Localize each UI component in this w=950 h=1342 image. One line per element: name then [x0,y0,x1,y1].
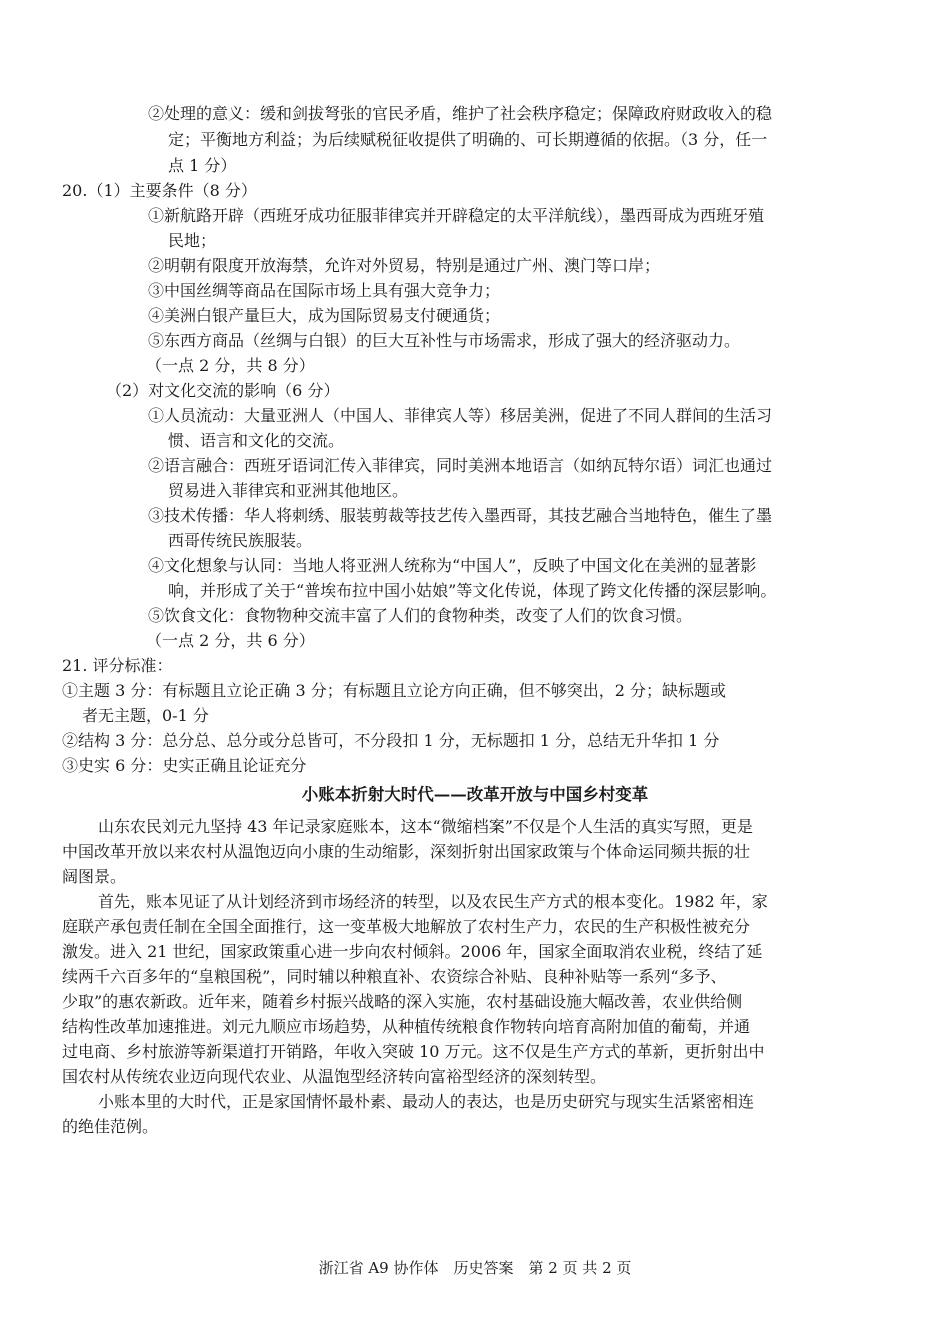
q20-culture2-line2: 贸易进入菲律宾和亚洲其他地区。 [168,481,409,500]
q21-rule1-line1: ①主题 3 分：有标题且立论正确 3 分；有标题且立论方向正确，但不够突出，2 分；缺标题或 [62,681,726,700]
essay-p1-line2: 中国改革开放以来农村从温饱迈向小康的生动缩影，深刻折射出国家政策与个体命运同频共振的壮 [62,842,751,861]
q20-culture4-line2: 响，并形成了关于“普埃布拉中国小姑娘”等文化传说，体现了跨文化传播的深层影响。 [168,581,777,600]
q20-cond1-line2: 民地； [168,231,217,250]
q20-culture1-line1: ①人员流动：大量亚洲人（中国人、菲律宾人等）移居美洲，促进了不同人群间的生活习 [148,406,773,425]
q20-cond3: ③中国丝绸等商品在国际市场上具有强大竞争力； [148,281,501,300]
essay-p3-line2: 的绝佳范例。 [62,1117,159,1136]
essay-p2-line8: 国农村从传统农业迈向现代农业、从温饱型经济转向富裕型经济的深刻转型。 [62,1067,607,1086]
q19-point2-line3: 点 1 分） [168,156,237,175]
essay-p1-line1: 山东农民刘元九坚持 43 年记录家庭账本，这本“微缩档案”不仅是个人生活的真实写照，更是 [98,817,753,836]
q20-cond1-line1: ①新航路开辟（西班牙成功征服菲律宾并开辟稳定的太平洋航线），墨西哥成为西班牙殖 [148,206,765,225]
q20-cond4: ④美洲白银产量巨大，成为国际贸易支付硬通货； [148,306,501,325]
q21-rule1-line2: 者无主题，0-1 分 [82,706,209,725]
q19-point2-line2: 定；平衡地方利益；为后续赋税征收提供了明确的、可长期遵循的依据。（3 分，任一 [168,130,768,149]
q20-culture1-line2: 惯、语言和文化的交流。 [168,431,345,450]
q20-culture4-line1: ④文化想象与认同：当地人将亚洲人统称为“中国人”，反映了中国文化在美洲的显著影 [148,556,757,575]
essay-title: 小账本折射大时代——改革开放与中国乡村变革 [301,785,649,804]
essay-p2-line2: 庭联产承包责任制在全国全面推行，这一变革极大地解放了农村生产力，农民的生产积极性被充分 [62,917,751,936]
q20-label: 20.（1）主要条件（8 分） [62,181,257,200]
q21-rule2: ②结构 3 分：总分总、总分或分总皆可，不分段扣 1 分，无标题扣 1 分，总结无升华扣 1 分 [62,731,720,750]
q19-point2-line1: ②处理的意义：缓和剑拔弩张的官民矛盾，维护了社会秩序稳定；保障政府财政收入的稳 [148,104,773,123]
q21-label: 21. 评分标准： [62,656,173,675]
q20-culture5: ⑤饮食文化：食物物种交流丰富了人们的食物种类，改变了人们的饮食习惯。 [148,606,693,625]
essay-p2-line7: 过电商、乡村旅游等新渠道打开销路，年收入突破 10 万元。这不仅是生产方式的革新，更折射出中 [62,1042,765,1061]
essay-p2-line3: 激发。进入 21 世纪，国家政策重心进一步向农村倾斜。2006 年，国家全面取消农业税，终结了延 [62,942,763,961]
essay-p2-line6: 结构性改革加速推进。刘元九顺应市场趋势，从种植传统粮食作物转向培育高附加值的葡萄，并通 [62,1017,751,1036]
essay-p2-line5: 少取”的惠农新政。近年来，随着乡村振兴战略的深入实施，农村基础设施大幅改善，农业供给侧 [62,992,743,1011]
q20-cond5: ⑤东西方商品（丝绸与白银）的巨大互补性与市场需求，形成了强大的经济驱动力。 [148,331,741,350]
q20-score2: （一点 2 分，共 6 分） [146,631,315,650]
essay-p2-line1: 首先，账本见证了从计划经济到市场经济的转型，以及农民生产方式的根本变化。1982 年，家 [98,892,768,911]
q21-rule3: ③史实 6 分：史实正确且论证充分 [62,756,307,775]
q20-score1: （一点 2 分，共 8 分） [146,356,315,375]
q20-culture2-line1: ②语言融合：西班牙语词汇传入菲律宾，同时美洲本地语言（如纳瓦特尔语）词汇也通过 [148,456,773,475]
page-footer: 浙江省 A9 协作体 历史答案 第 2 页 共 2 页 [318,1259,632,1277]
essay-p1-line3: 阔图景。 [62,867,127,886]
q20-cond2: ②明朝有限度开放海禁，允许对外贸易，特别是通过广州、澳门等口岸； [148,256,661,275]
essay-p3-line1: 小账本里的大时代，正是家国情怀最朴素、最动人的表达，也是历史研究与现实生活紧密相连 [98,1092,755,1111]
q20-culture3-line1: ③技术传播：华人将刺绣、服装剪裁等技艺传入墨西哥，其技艺融合当地特色，催生了墨 [148,506,773,525]
q20-culture3-line2: 西哥传统民族服装。 [168,531,313,550]
q20-sub2-label: （2）对文化交流的影响（6 分） [106,381,340,400]
essay-p2-line4: 续两千六百多年的“皇粮国税”，同时辅以种粮直补、农资综合补贴、良种补贴等一系列“多予、 [62,967,727,986]
